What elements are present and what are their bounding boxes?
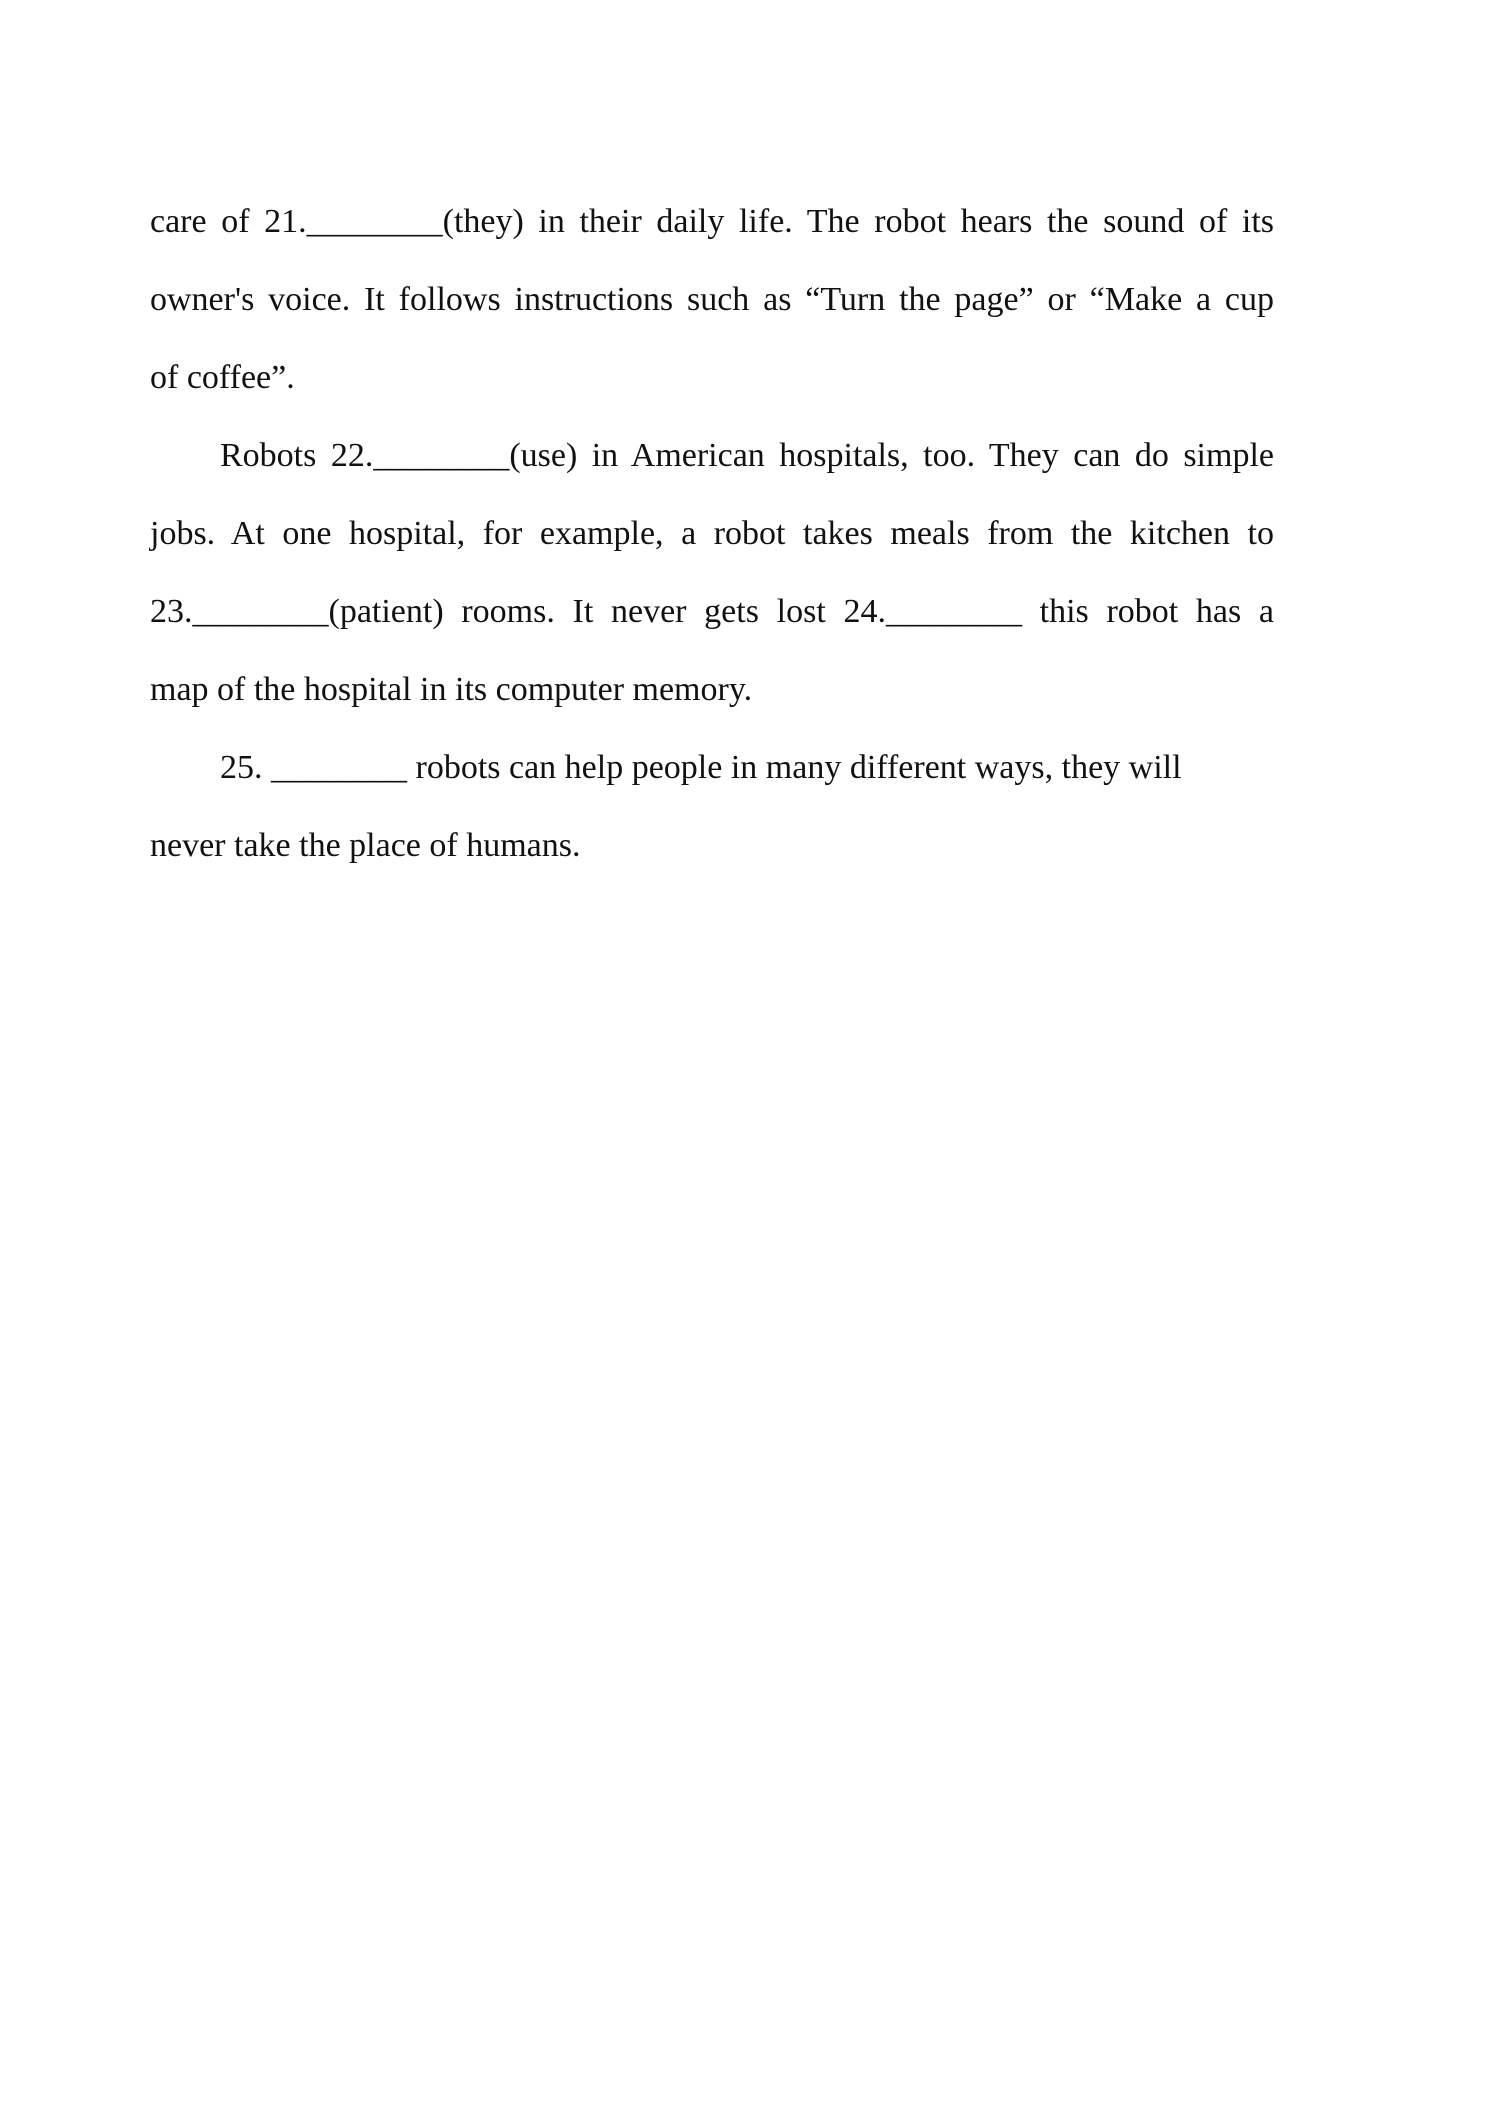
passage-line-8: 25. ________ robots can help people in many different ways, they will: [220, 749, 1182, 786]
passage-line-9: never take the place of humans.: [150, 827, 581, 864]
passage-line-4: Robots 22.________(use) in American hospitals, too. They can do simple: [220, 437, 1274, 474]
document-page: [150, 0, 1274, 2104]
passage-line-2: owner's voice. It follows instructions such as “Turn the page” or “Make a cup: [150, 281, 1274, 318]
passage-line-3: of coffee”.: [150, 359, 295, 396]
passage-line-5: jobs. At one hospital, for example, a robot takes meals from the kitchen to: [150, 515, 1274, 552]
passage-line-1: care of 21.________(they) in their daily life. The robot hears the sound of its: [150, 203, 1274, 240]
passage-line-7: map of the hospital in its computer memory.: [150, 671, 753, 708]
passage-line-6: 23.________(patient) rooms. It never gets lost 24.________ this robot has a: [150, 593, 1274, 630]
